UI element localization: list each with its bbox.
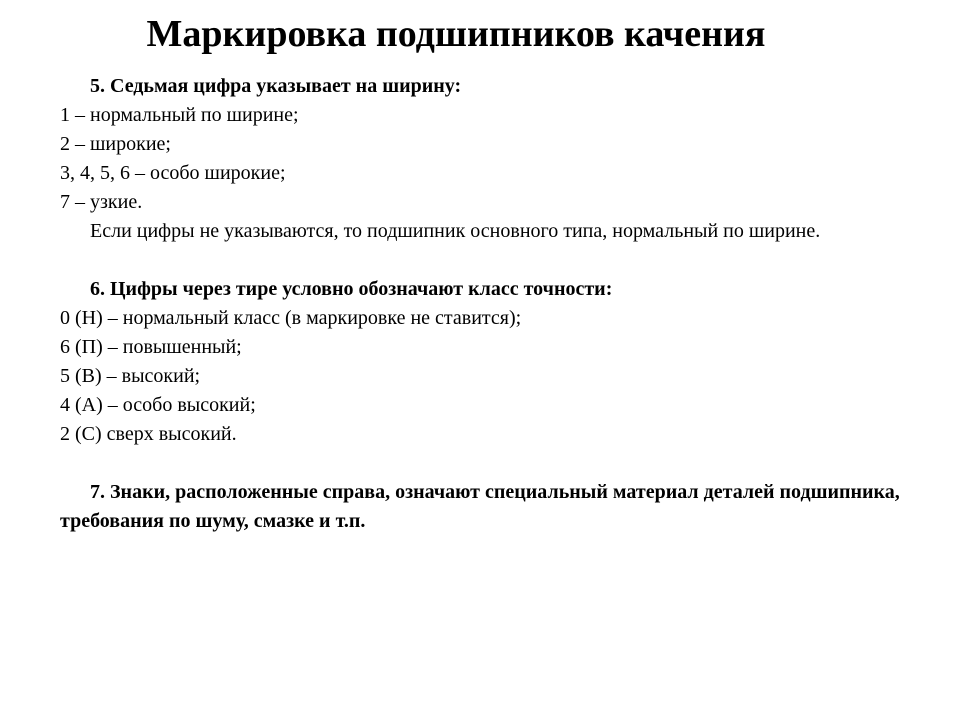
section-spacer	[60, 246, 920, 275]
section-5-heading: 5. Седьмая цифра указывает на ширину:	[90, 75, 462, 97]
section-5-item: 1 – нормальный по ширине;	[60, 104, 299, 126]
section-6-item: 6 (П) – повышенный;	[60, 336, 242, 358]
slide-content	[60, 72, 920, 536]
section-5-item: 3, 4, 5, 6 – особо широкие;	[60, 162, 286, 184]
section-5-note: Если цифры не указываются, то подшипник основного типа, нормальный по ширине.	[90, 220, 821, 242]
section-6-item: 0 (Н) – нормальный класс (в маркировке не ставится);	[60, 307, 522, 329]
section-6-heading: 6. Цифры через тире условно обозначают класс точности:	[90, 278, 613, 300]
section-7-text: 7. Знаки, расположенные справа, означают специальный материал деталей подшипника, требования по шуму, смазке и т.п.	[60, 481, 900, 532]
section-6-item: 2 (С) сверх высокий.	[60, 423, 237, 445]
section-6-item: 4 (А) – особо высокий;	[60, 394, 256, 416]
section-6-item: 5 (В) – высокий;	[60, 365, 201, 387]
slide-title: Маркировка подшипников качения	[146, 13, 766, 55]
section-spacer	[60, 449, 920, 478]
section-5-item: 2 – широкие;	[60, 133, 171, 155]
section-5-item: 7 – узкие.	[60, 191, 143, 213]
